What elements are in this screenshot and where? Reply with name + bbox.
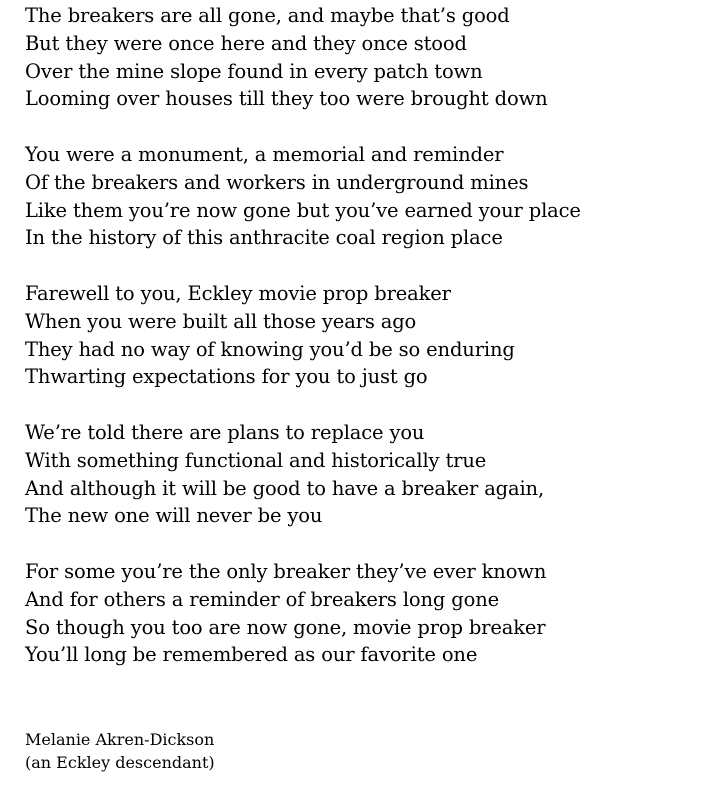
poem — [25, 2, 705, 697]
poem-line: In the history of this anthracite coal region place — [25, 226, 503, 250]
poem-line: Like them you’re now gone but you’ve earned your place — [25, 198, 581, 222]
stanza-4 — [25, 419, 705, 530]
poem-line: When you were built all those years ago — [25, 309, 417, 333]
poem-line: The breakers are all gone, and maybe that’s good — [25, 4, 510, 27]
stanza-5 — [25, 558, 705, 669]
stanza-1 — [25, 2, 705, 113]
poem-line: You’ll long be remembered as our favorite one — [25, 643, 478, 667]
poem-line: We’re told there are plans to replace you — [25, 420, 425, 444]
stanza-3 — [25, 280, 705, 391]
poem-line: Of the breakers and workers in underground mines — [25, 170, 529, 194]
poem-line: The new one will never be you — [25, 504, 323, 528]
poem-line: Looming over houses till they too were brought down — [25, 87, 548, 111]
poem-line: So though you too are now gone, movie prop breaker — [25, 615, 546, 639]
poem-line: For some you’re the only breaker they’ve ever known — [25, 559, 547, 583]
poem-line: Thwarting expectations for you to just go — [25, 365, 428, 389]
signature-block — [25, 728, 425, 774]
stanza-2 — [25, 141, 705, 252]
poem-line: They had no way of knowing you’d be so enduring — [25, 337, 515, 361]
poem-line: Farewell to you, Eckley movie prop breaker — [25, 281, 451, 305]
poem-line: But they were once here and they once stood — [25, 31, 467, 55]
poem-line: And for others a reminder of breakers long gone — [25, 587, 500, 611]
poem-line: And although it will be good to have a breaker again, — [25, 476, 545, 500]
author-name: Melanie Akren-Dickson — [25, 730, 215, 749]
author-note: (an Eckley descendant) — [25, 753, 215, 772]
poem-line: You were a monument, a memorial and reminder — [25, 142, 504, 166]
poem-line: Over the mine slope found in every patch town — [25, 59, 483, 83]
poem-line: With something functional and historically true — [25, 448, 487, 472]
